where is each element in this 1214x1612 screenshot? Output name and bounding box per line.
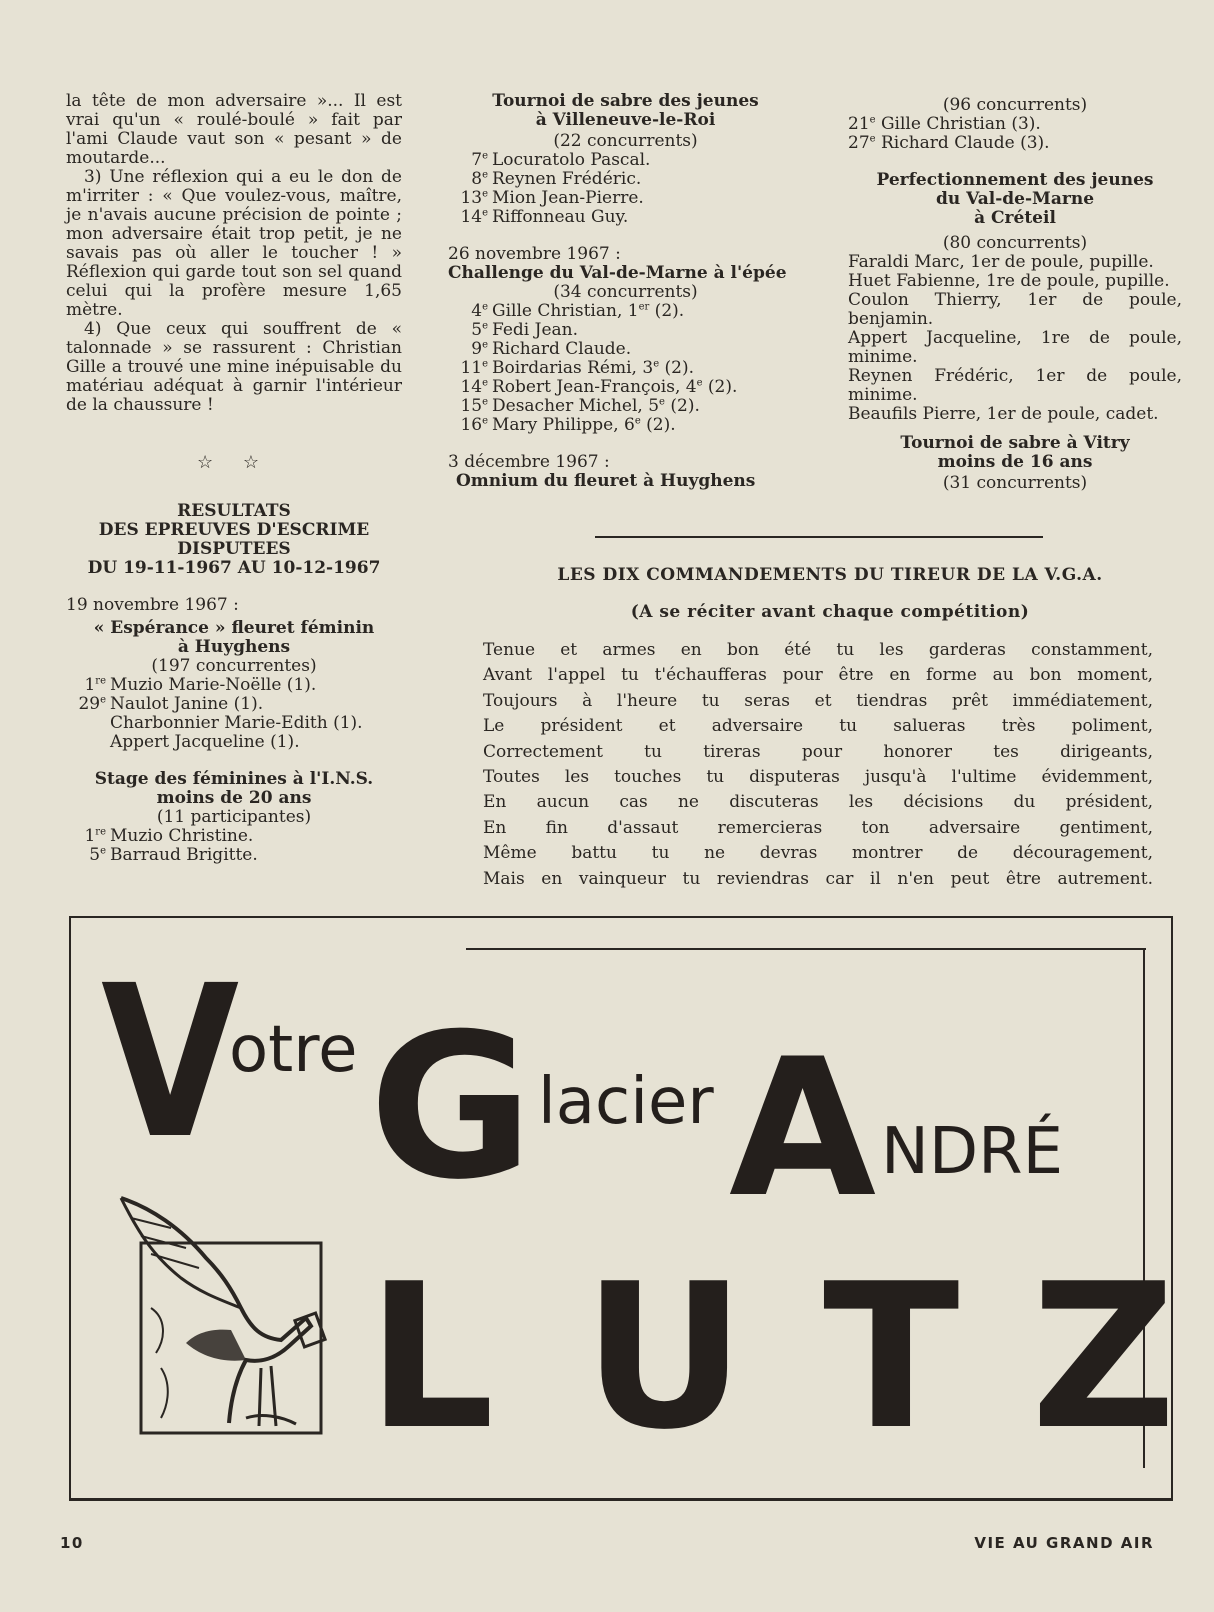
- result-row: 29e Naulot Janine (1).: [78, 694, 264, 714]
- event-title: « Espérance » fleuret féminin à Huyghens: [93, 618, 375, 657]
- result-row: 21e Gille Christian (3).: [848, 114, 1041, 134]
- result-row: 9e Richard Claude.: [471, 339, 632, 359]
- advertisement-frame: [69, 916, 1177, 1500]
- result-row: 13e Mion Jean-Pierre.: [460, 188, 644, 208]
- result-row: 7e Locuratolo Pascal.: [471, 150, 651, 170]
- event-title: Tournoi de sabre des jeunes à Villeneuve-le-Roi: [492, 91, 759, 130]
- result-row: 27e Richard Claude (3).: [848, 133, 1050, 153]
- column-middle: [448, 92, 803, 491]
- ad-word-otre: otre: [229, 1013, 358, 1087]
- result-row: Coulon Thierry, 1er de poule, benjamin.: [848, 290, 1182, 329]
- stork-icon: [111, 1188, 361, 1458]
- results-heading: RESULTATS DES EPREUVES D'ESCRIME DISPUTEES DU 19-11-1967 AU 10-12-1967: [87, 501, 381, 578]
- commandment-line: En fin d'assaut remercieras ton adversaire gentiment,: [483, 817, 1153, 838]
- event-title: Perfectionnement des jeunes du Val-de-Marne à Créteil: [876, 170, 1154, 228]
- publication-name: VIE AU GRAND AIR: [974, 1534, 1154, 1552]
- ad-letter-g: G: [369, 991, 534, 1224]
- commandment-line: Tenue et armes en bon été tu les garderas constamment,: [483, 640, 1153, 660]
- commandments-title: LES DIX COMMANDEMENTS DU TIREUR DE LA V.G.A.: [557, 565, 1103, 585]
- results-list: [448, 302, 803, 435]
- page-number: 10: [60, 1534, 84, 1552]
- ad-letter-v: V: [101, 940, 240, 1185]
- results-list: [448, 151, 803, 227]
- ad-word-lacier: lacier: [538, 1065, 714, 1139]
- separator-rule: [595, 536, 1043, 538]
- event-count: (22 concurrents): [553, 131, 698, 151]
- result-row: 8e Reynen Frédéric.: [471, 169, 642, 189]
- result-row: Huet Fabienne, 1re de poule, pupille.: [848, 271, 1170, 291]
- event-count: (80 concurrents): [942, 233, 1088, 253]
- result-row: Faraldi Marc, 1er de poule, pupille.: [848, 252, 1154, 272]
- result-row: 14e Robert Jean-François, 4e (2).: [460, 377, 738, 397]
- commandment-line: Mais en vainqueur tu reviendras car il n'en peut être autrement.: [483, 868, 1153, 889]
- column-left: [66, 92, 402, 865]
- result-row: 1re Muzio Christine.: [84, 826, 254, 846]
- results-list: [66, 827, 402, 865]
- event-title: Tournoi de sabre à Vitry moins de 16 ans: [900, 433, 1130, 472]
- result-row: Appert Jacqueline, 1re de poule, minime.: [848, 328, 1182, 367]
- article-paragraph: 3) Une réflexion qui a eu le don de m'irriter : « Que voulez-vous, maître, je n'avais aucune précision de pointe ; mon adversaire était trop petit, je ne savais pas où aller le toucher ! » Réflexion qui garde tout son sel quand celui qui la profère mesure 1,65 mètre.: [66, 167, 402, 320]
- ad-letter-t: T: [823, 1241, 960, 1474]
- results-list: [848, 253, 1182, 424]
- event-count: (197 concurrentes): [151, 656, 317, 676]
- result-row: Reynen Frédéric, 1er de poule, minime.: [848, 366, 1182, 405]
- commandment-line: En aucun cas ne discuteras les décisions du président,: [483, 792, 1153, 813]
- result-row: 1re Muzio Marie-Noëlle (1).: [84, 675, 317, 695]
- result-row: 5e Barraud Brigitte.: [89, 845, 258, 865]
- commandment-line: Toutes les touches tu disputeras jusqu'à l'ultime évidemment,: [483, 767, 1153, 788]
- result-row: Beaufils Pierre, 1er de poule, cadet.: [848, 404, 1159, 424]
- event-date: 26 novembre 1967 :: [448, 244, 621, 264]
- result-row: 14e Riffonneau Guy.: [460, 207, 629, 227]
- event-count: (31 concurrents): [942, 473, 1088, 493]
- event-date: 3 décembre 1967 :: [448, 452, 610, 472]
- result-row: 15e Desacher Michel, 5e (2).: [460, 396, 700, 416]
- result-row: 11e Boirdarias Rémi, 3e (2).: [460, 358, 694, 378]
- commandment-line: Toujours à l'heure tu seras et tiendras prêt immédiatement,: [483, 690, 1153, 711]
- commandments-list: [483, 638, 1153, 892]
- results-list: [848, 115, 1182, 153]
- results-list: [66, 676, 402, 752]
- event-date: 19 novembre 1967 :: [66, 595, 239, 615]
- commandments-subtitle: (A se réciter avant chaque compétition): [630, 602, 1030, 622]
- result-row: 16e Mary Philippe, 6e (2).: [460, 415, 676, 435]
- commandment-line: Le président et adversaire tu salueras très poliment,: [483, 716, 1153, 737]
- section-divider-stars: ☆ ☆: [197, 452, 271, 473]
- event-title: Omnium du fleuret à Huyghens: [456, 471, 756, 491]
- article-paragraph: 4) Que ceux qui souffrent de « talonnade » se rassurent : Christian Gille a trouvé une mine inépuisable du matériau adéquat à garnir l'intérieur de la chaussure !: [66, 319, 402, 415]
- commandment-line: Correctement tu tireras pour honorer tes dirigeants,: [483, 741, 1153, 762]
- ad-letter-l: L: [367, 1241, 495, 1474]
- result-row: 5e Fedi Jean.: [471, 320, 579, 340]
- event-count: (96 concurrents): [942, 95, 1088, 115]
- result-row: Appert Jacqueline (1).: [110, 732, 300, 752]
- article-paragraph: la tête de mon adversaire »... Il est vrai qu'un « roulé-boulé » fait par l'ami Claude vaut son « pesant » de moutarde...: [66, 91, 402, 168]
- ad-bottom-rule: [69, 1499, 1173, 1501]
- event-count: (34 concurrents): [553, 282, 698, 302]
- ad-inner-rule: [466, 948, 1146, 950]
- result-row: 4e Gille Christian, 1er (2).: [471, 301, 685, 321]
- event-title: Stage des féminines à l'I.N.S. moins de 20 ans: [94, 769, 374, 808]
- column-right: [848, 96, 1182, 493]
- commandment-line: Même battu tu ne devras montrer de découragement,: [483, 843, 1153, 864]
- result-row: Charbonnier Marie-Edith (1).: [110, 713, 363, 733]
- ad-letter-z: Z: [1031, 1241, 1177, 1474]
- ad-letter-a: A: [729, 1018, 877, 1239]
- ad-letter-u: U: [583, 1241, 746, 1474]
- event-count: (11 participantes): [156, 807, 312, 827]
- commandment-line: Avant l'appel tu t'échaufferas pour être en forme au bon moment,: [483, 665, 1153, 686]
- ad-word-ndre: NDRÉ: [881, 1115, 1064, 1189]
- event-title: Challenge du Val-de-Marne à l'épée: [448, 263, 787, 283]
